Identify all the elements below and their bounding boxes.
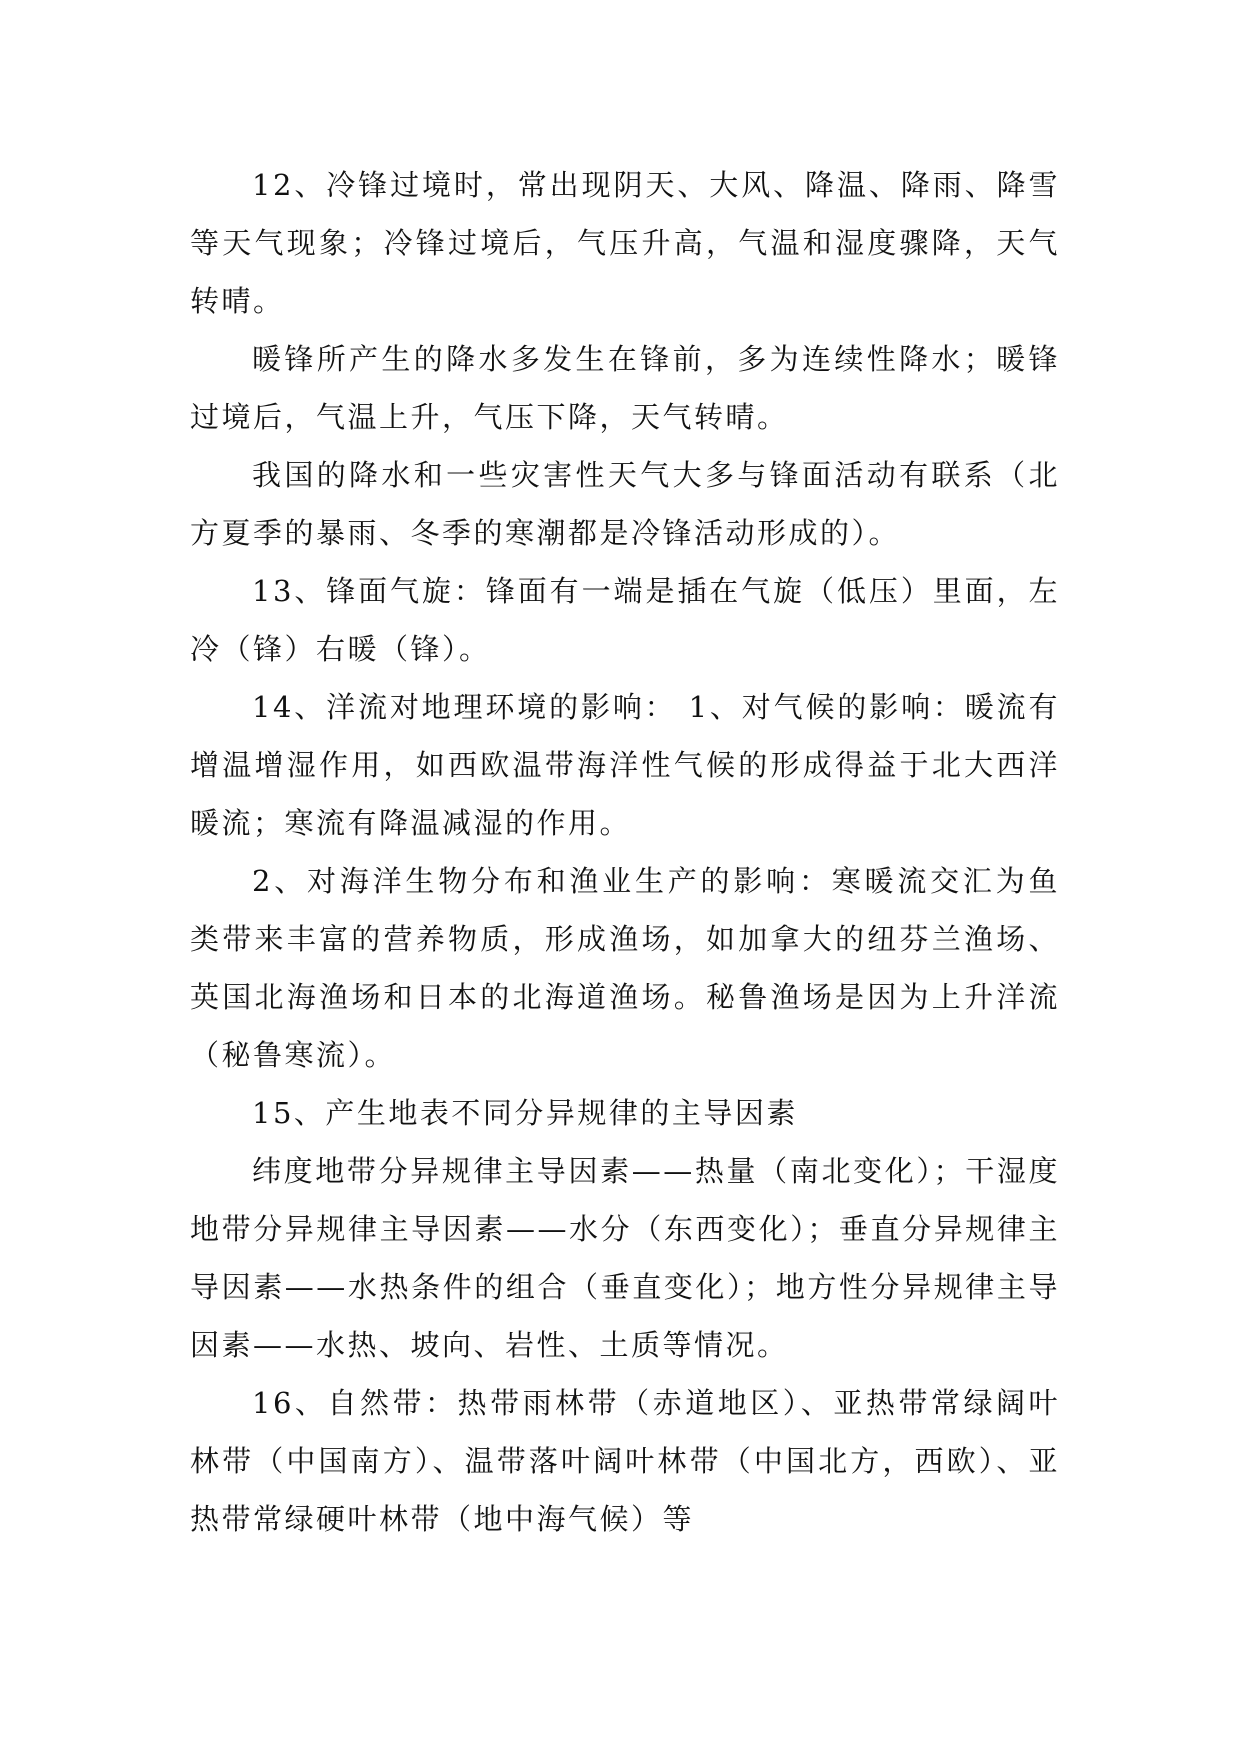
- document-body: [190, 156, 1060, 1548]
- paragraph-differentiation-factors: 纬度地带分异规律主导因素——热量（南北变化）；干湿度地带分异规律主导因素——水分（东西变化）；垂直分异规律主导因素——水热条件的组合（垂直变化）；地方性分异规律主导因素——水热、坡向、岩性、土质等情况。: [190, 1154, 1060, 1362]
- paragraph-natural-zones: 16、自然带：热带雨林带（赤道地区）、亚热带常绿阔叶林带（中国南方）、温带落叶阔叶林带（中国北方，西欧）、亚热带常绿硬叶林带（地中海气候）等: [190, 1386, 1060, 1536]
- paragraph-china-precipitation: 我国的降水和一些灾害性天气大多与锋面活动有联系（北方夏季的暴雨、冬季的寒潮都是冷锋活动形成的）。: [190, 458, 1060, 550]
- paragraph-frontal-cyclone: 13、锋面气旋：锋面有一端是插在气旋（低压）里面，左冷（锋）右暖（锋）。: [190, 574, 1060, 666]
- paragraph-cold-front: 12、冷锋过境时，常出现阴天、大风、降温、降雨、降雪等天气现象；冷锋过境后，气压升高，气温和湿度骤降，天气转晴。: [190, 168, 1060, 318]
- paragraph-ocean-current-climate: 14、洋流对地理环境的影响： 1、对气候的影响：暖流有增温增湿作用，如西欧温带海洋性气候的形成得益于北大西洋暖流；寒流有降温减湿的作用。: [190, 690, 1060, 840]
- paragraph-warm-front: 暖锋所产生的降水多发生在锋前，多为连续性降水；暖锋过境后，气温上升，气压下降，天气转晴。: [190, 342, 1060, 434]
- paragraph-differentiation-heading: 15、产生地表不同分异规律的主导因素: [252, 1096, 798, 1130]
- paragraph-ocean-current-fishery: 2、对海洋生物分布和渔业生产的影响：寒暖流交汇为鱼类带来丰富的营养物质，形成渔场，如加拿大的纽芬兰渔场、英国北海渔场和日本的北海道渔场。秘鲁渔场是因为上升洋流（秘鲁寒流）。: [190, 864, 1060, 1072]
